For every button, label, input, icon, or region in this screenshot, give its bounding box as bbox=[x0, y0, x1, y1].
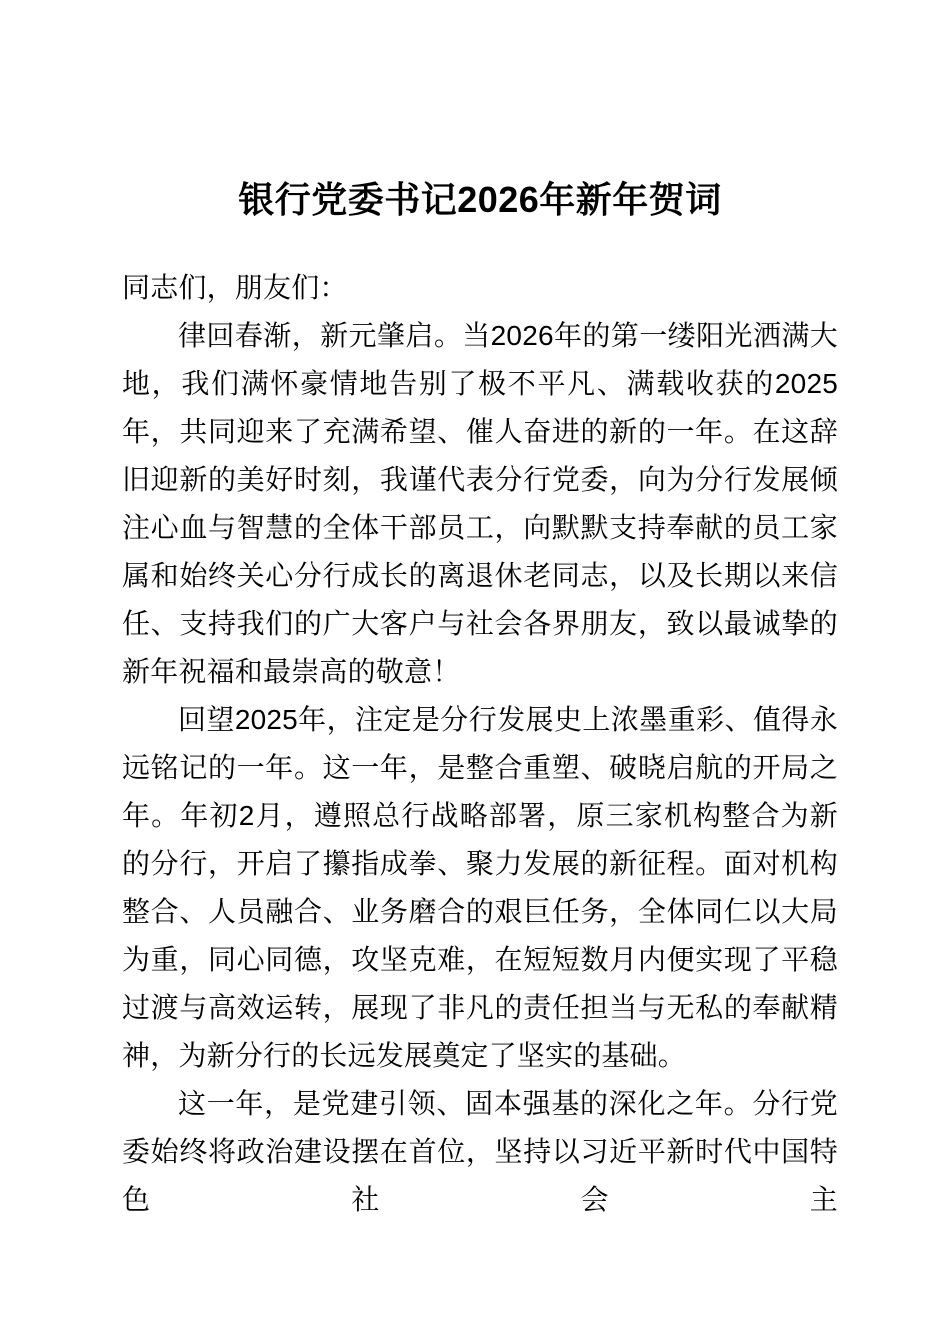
body-paragraph-3: 这一年，是党建引领、固本强基的深化之年。分行党委始终将政治建设摆在首位，坚持以习近平新时代中国特色社会主 bbox=[122, 1088, 838, 1215]
page-content-area bbox=[122, 0, 838, 1224]
body-paragraph-1: 律回春渐，新元肇启。当2026年的第一缕阳光洒满大地，我们满怀豪情地告别了极不平凡、满载收获的2025年，共同迎来了充满希望、催人奋进的新的一年。在这辞旧迎新的美好时刻，我谨代表分行党委，向为分行发展倾注心血与智慧的全体干部员工，向默默支持奉献的员工家属和始终关心分行成长的离退休老同志，以及长期以来信任、支持我们的广大客户与社会各界朋友，致以最诚挚的新年祝福和最崇高的敬意！ bbox=[122, 320, 838, 687]
page-title: 银行党委书记2026年新年贺词 bbox=[238, 179, 722, 220]
body-paragraph-2: 回望2025年，注定是分行发展史上浓墨重彩、值得永远铭记的一年。这一年，是整合重塑、破晓启航的开局之年。年初2月，遵照总行战略部署，原三家机构整合为新的分行，开启了攥指成拳、聚力发展的新征程。面对机构整合、人员融合、业务磨合的艰巨任务，全体同仁以大局为重，同心同德，攻坚克难，在短短数月内便实现了平稳过渡与高效运转，展现了非凡的责任担当与无私的奉献精神，为新分行的长远发展奠定了坚实的基础。 bbox=[122, 704, 838, 1071]
salutation-line: 同志们，朋友们： bbox=[122, 272, 348, 303]
